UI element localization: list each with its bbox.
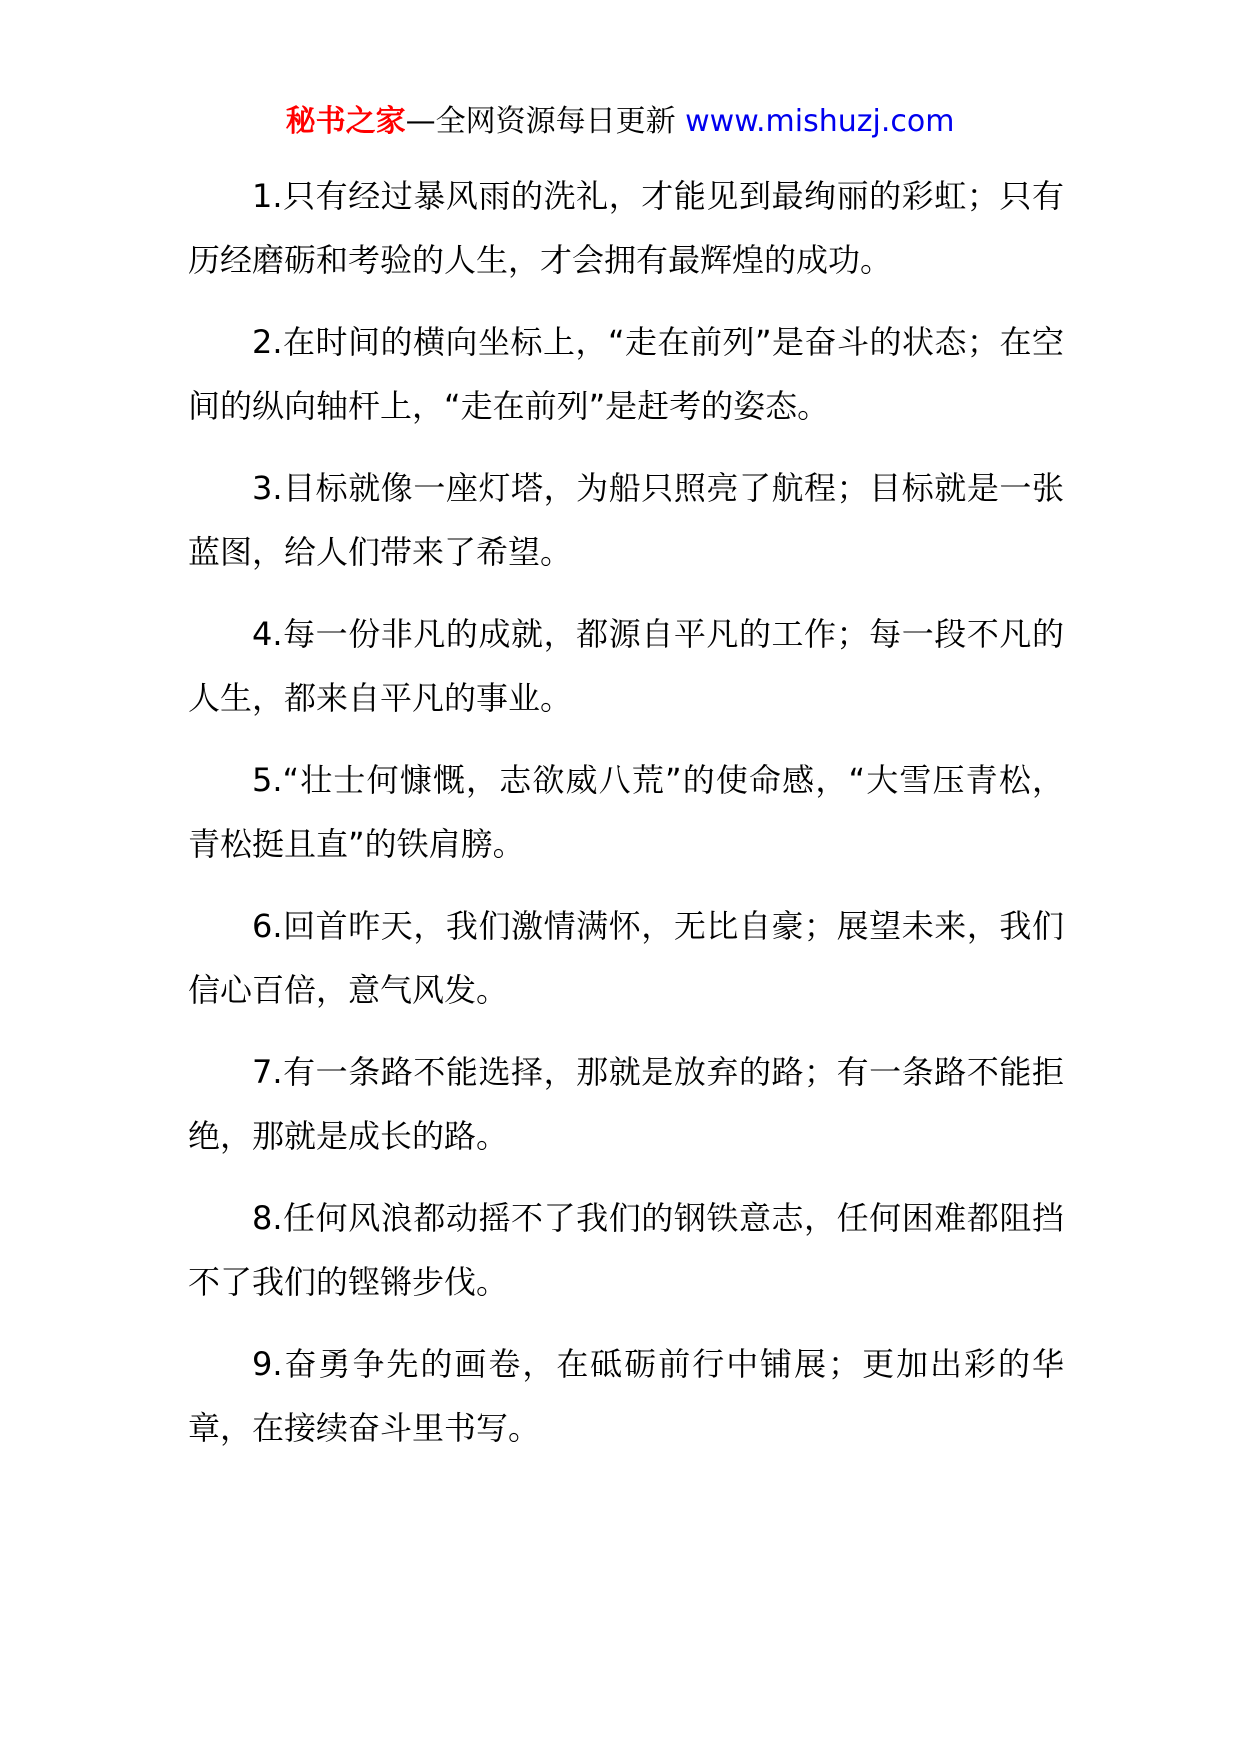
page-header	[0, 100, 1240, 144]
document-body	[188, 164, 1064, 1478]
paragraph-9: 9.奋勇争先的画卷，在砥砺前行中铺展；更加出彩的华章，在接续奋斗里书写。	[188, 1345, 1064, 1447]
paragraph-1: 1.只有经过暴风雨的洗礼，才能见到最绚丽的彩虹；只有历经磨砺和考验的人生，才会拥有最辉煌的成功。	[188, 177, 1064, 279]
brand-name: 秘书之家	[285, 104, 406, 139]
paragraph-7: 7.有一条路不能选择，那就是放弃的路；有一条路不能拒绝，那就是成长的路。	[188, 1053, 1064, 1155]
site-url-link[interactable]: www.mishuzj.com	[685, 104, 955, 139]
paragraph-3: 3.目标就像一座灯塔，为船只照亮了航程；目标就是一张蓝图，给人们带来了希望。	[188, 469, 1064, 571]
header-tagline: —全网资源每日更新	[405, 104, 686, 139]
paragraph-5: 5.“壮士何慷慨，志欲威八荒”的使命感，“大雪压青松，青松挺且直”的铁肩膀。	[188, 761, 1064, 863]
paragraph-6: 6.回首昨天，我们激情满怀，无比自豪；展望未来，我们信心百倍，意气风发。	[188, 907, 1064, 1009]
paragraph-4: 4.每一份非凡的成就，都源自平凡的工作；每一段不凡的人生，都来自平凡的事业。	[188, 615, 1064, 717]
paragraph-8: 8.任何风浪都动摇不了我们的钢铁意志，任何困难都阻挡不了我们的铿锵步伐。	[188, 1199, 1064, 1301]
paragraph-2: 2.在时间的横向坐标上，“走在前列”是奋斗的状态；在空间的纵向轴杆上，“走在前列”是赶考的姿态。	[188, 323, 1064, 425]
